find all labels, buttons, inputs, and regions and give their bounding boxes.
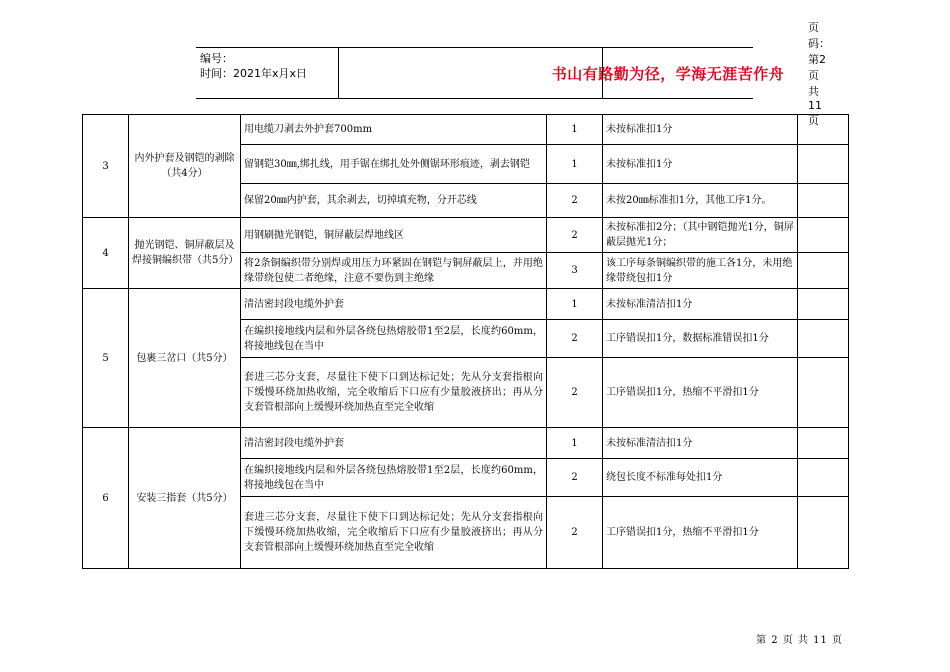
step-description: 将2条铜编织带分别焊或用压力环紧固在钢铠与铜屏蔽层上，并用绝缘带绕包使二者绝缘，注意不要伤到主绝缘 <box>241 253 547 289</box>
row-number: 6 <box>83 428 129 569</box>
step-score: 2 <box>547 459 603 497</box>
scoring-criteria: 未按标准扣1分 <box>603 115 798 145</box>
remarks-cell <box>798 358 849 428</box>
step-score: 1 <box>547 428 603 459</box>
step-description: 留钢铠30㎜,绑扎线，用手锯在绑扎处外侧锯环形痕迹，剥去钢铠 <box>241 145 547 184</box>
table-row <box>83 428 849 459</box>
remarks-cell <box>798 428 849 459</box>
remarks-cell <box>798 115 849 145</box>
item-name: 内外护套及钢铠的剥除（共4分） <box>129 115 241 218</box>
remarks-cell <box>798 497 849 569</box>
header-info <box>200 51 307 81</box>
row-number: 5 <box>83 289 129 428</box>
header-divider <box>338 48 339 98</box>
step-description: 清洁密封段电缆外护套 <box>241 428 547 459</box>
table-row <box>83 289 849 320</box>
remarks-cell <box>798 289 849 320</box>
table-row <box>83 115 849 145</box>
scoring-criteria: 未按标准扣2分；（其中钢铠抛光1分，铜屏蔽层抛光1分； <box>603 218 798 253</box>
date-label: 时间：2021年x月x日 <box>200 67 308 80</box>
scoring-criteria: 未按标准清洁扣1分 <box>603 428 798 459</box>
header-page-label: 页码：第2页 共11页 <box>808 20 830 127</box>
step-description: 保留20㎜内护套，其余剥去，切掉填充物，分开芯线 <box>241 184 547 218</box>
step-description: 套进三芯分支套，尽量往下使下口到达标记处；先从分支套指根向下缓慢环绕加热收缩，完全收缩后下口应有少量胶液挤出；再从分支套管根部向上缓慢环绕加热直至完全收缩 <box>241 497 547 569</box>
table-row <box>83 218 849 253</box>
step-description: 用钢刷抛光钢铠，铜屏蔽层焊地线区 <box>241 218 547 253</box>
remarks-cell <box>798 253 849 289</box>
page-footer: 第 2 页 共 11 页 <box>756 635 843 646</box>
remarks-cell <box>798 184 849 218</box>
step-description: 用电缆刀剥去外护套700mm <box>241 115 547 145</box>
step-description: 在编织接地线内层和外层各绕包热熔胶带1至2层，长度约60mm，将接地线包在当中 <box>241 320 547 358</box>
page-header <box>196 20 830 127</box>
step-description: 清洁密封段电缆外护套 <box>241 289 547 320</box>
step-score: 2 <box>547 358 603 428</box>
scoring-criteria: 未按标准扣1分 <box>603 145 798 184</box>
scoring-table <box>82 114 849 569</box>
header-motto: 书山有路勤为径，学海无涯苦作舟 <box>551 64 785 83</box>
step-score: 1 <box>547 289 603 320</box>
row-number: 3 <box>83 115 129 218</box>
step-score: 1 <box>547 145 603 184</box>
scoring-criteria: 该工序每条铜编织带的施工各1分，未用绝缘带绕包扣1分 <box>603 253 798 289</box>
remarks-cell <box>798 459 849 497</box>
scoring-criteria: 工序错误扣1分，热缩不平滑扣1分 <box>603 497 798 569</box>
remarks-cell <box>798 320 849 358</box>
step-score: 2 <box>547 497 603 569</box>
step-description: 在编织接地线内层和外层各绕包热熔胶带1至2层，长度约60mm，将接地线包在当中 <box>241 459 547 497</box>
step-description: 套进三芯分支套，尽量往下使下口到达标记处；先从分支套指根向下缓慢环绕加热收缩，完全收缩后下口应有少量胶液挤出；再从分支套管根部向上缓慢环绕加热直至完全收缩 <box>241 358 547 428</box>
step-score: 2 <box>547 320 603 358</box>
step-score: 2 <box>547 218 603 253</box>
step-score: 3 <box>547 253 603 289</box>
row-number: 4 <box>83 218 129 289</box>
code-label: 编号： <box>200 52 233 65</box>
scoring-criteria: 绕包长度不标准每处扣1分 <box>603 459 798 497</box>
scoring-criteria: 工序错误扣1分，数据标准错误扣1分 <box>603 320 798 358</box>
scoring-criteria: 未按20㎜标准扣1分，其他工序1分。 <box>603 184 798 218</box>
item-name: 抛光钢铠、铜屏蔽层及焊接铜编织带（共5分） <box>129 218 241 289</box>
item-name: 包裹三岔口（共5分） <box>129 289 241 428</box>
step-score: 1 <box>547 115 603 145</box>
header-divider <box>602 48 603 98</box>
scoring-criteria: 未按标准清洁扣1分 <box>603 289 798 320</box>
item-name: 安装三指套（共5分） <box>129 428 241 569</box>
scoring-criteria: 工序错误扣1分，热缩不平滑扣1分 <box>603 358 798 428</box>
step-score: 2 <box>547 184 603 218</box>
remarks-cell <box>798 145 849 184</box>
remarks-cell <box>798 218 849 253</box>
